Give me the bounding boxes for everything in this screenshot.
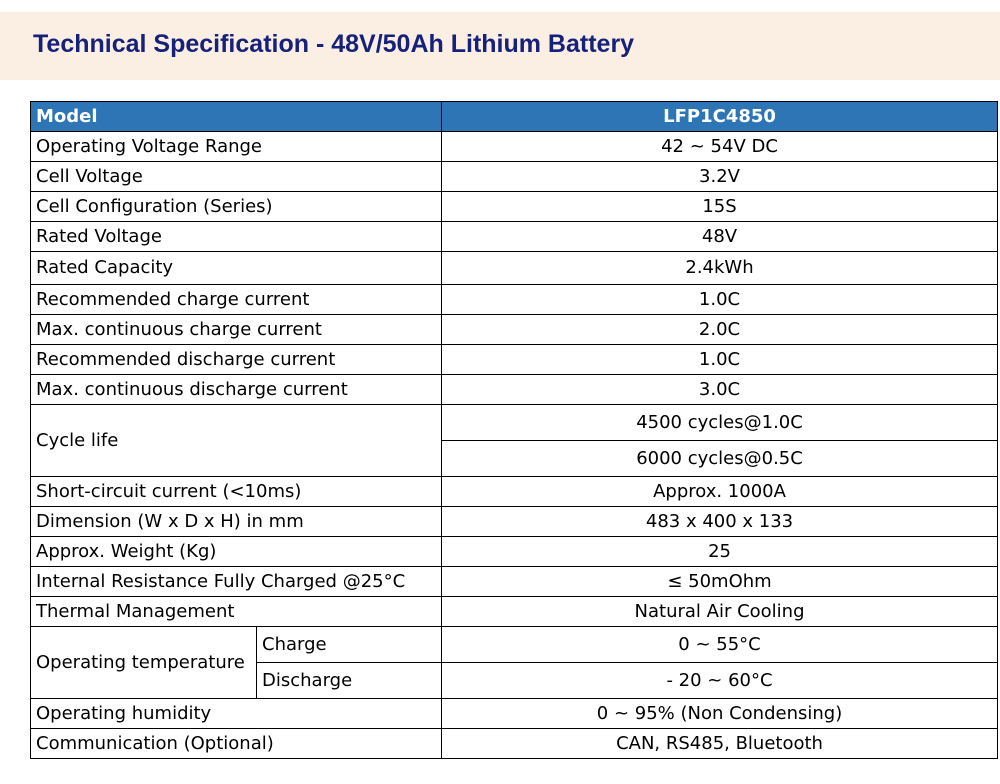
row-value: CAN, RS485, Bluetooth (442, 729, 998, 759)
row-label: Approx. Weight (Kg) (31, 537, 442, 567)
row-label: Rated Capacity (31, 252, 442, 285)
row-value: 1.0C (442, 345, 998, 375)
row-label: Recommended discharge current (31, 345, 442, 375)
row-value: 483 x 400 x 133 (442, 507, 998, 537)
row-label: Max. continuous discharge current (31, 375, 442, 405)
spec-table (30, 101, 998, 759)
row-value: 2.4kWh (442, 252, 998, 285)
row-value: ≤ 50mOhm (442, 567, 998, 597)
row-value: 42 ~ 54V DC (442, 132, 998, 162)
table-row (31, 699, 998, 729)
table-row (31, 537, 998, 567)
row-value: Approx. 1000A (442, 477, 998, 507)
row-value: 48V (442, 222, 998, 252)
table-row (31, 285, 998, 315)
row-value: 3.0C (442, 375, 998, 405)
row-value: 15S (442, 192, 998, 222)
table-row (31, 162, 998, 192)
row-label: Thermal Management (31, 597, 442, 627)
row-value: 25 (442, 537, 998, 567)
op-temp-discharge-label: Discharge (257, 663, 442, 699)
table-row (31, 597, 998, 627)
page-title: Technical Specification - 48V/50Ah Lithium Battery (33, 30, 635, 58)
table-row (31, 192, 998, 222)
op-temp-label: Operating temperature (31, 627, 257, 699)
row-value: 1.0C (442, 285, 998, 315)
table-row (31, 375, 998, 405)
row-label: Cell Configuration (Series) (31, 192, 442, 222)
op-temp-discharge-value: - 20 ~ 60°C (442, 663, 998, 699)
cycle-life-value-1: 4500 cycles@1.0C (442, 405, 998, 441)
row-label: Communication (Optional) (31, 729, 442, 759)
row-label: Internal Resistance Fully Charged @25°C (31, 567, 442, 597)
row-label: Operating humidity (31, 699, 442, 729)
table-row (31, 729, 998, 759)
row-label: Rated Voltage (31, 222, 442, 252)
table-row-cycle-life (31, 405, 998, 441)
row-value: 2.0C (442, 315, 998, 345)
row-label: Dimension (W x D x H) in mm (31, 507, 442, 537)
table-row (31, 252, 998, 285)
cycle-life-label: Cycle life (31, 405, 442, 477)
table-row (31, 222, 998, 252)
row-label: Short-circuit current (<10ms) (31, 477, 442, 507)
row-value: 3.2V (442, 162, 998, 192)
header-value: LFP1C4850 (442, 102, 998, 132)
row-value: 0 ~ 95% (Non Condensing) (442, 699, 998, 729)
op-temp-charge-label: Charge (257, 627, 442, 663)
cycle-life-value-2: 6000 cycles@0.5C (442, 441, 998, 477)
row-label: Max. continuous charge current (31, 315, 442, 345)
row-value: Natural Air Cooling (442, 597, 998, 627)
table-row (31, 345, 998, 375)
table-row-temp-charge (31, 627, 998, 663)
table-row (31, 132, 998, 162)
row-label: Operating Voltage Range (31, 132, 442, 162)
header-label: Model (31, 102, 442, 132)
table-row (31, 567, 998, 597)
row-label: Recommended charge current (31, 285, 442, 315)
op-temp-charge-value: 0 ~ 55°C (442, 627, 998, 663)
table-row (31, 477, 998, 507)
row-label: Cell Voltage (31, 162, 442, 192)
table-row (31, 315, 998, 345)
table-row (31, 507, 998, 537)
header-row (31, 102, 998, 132)
